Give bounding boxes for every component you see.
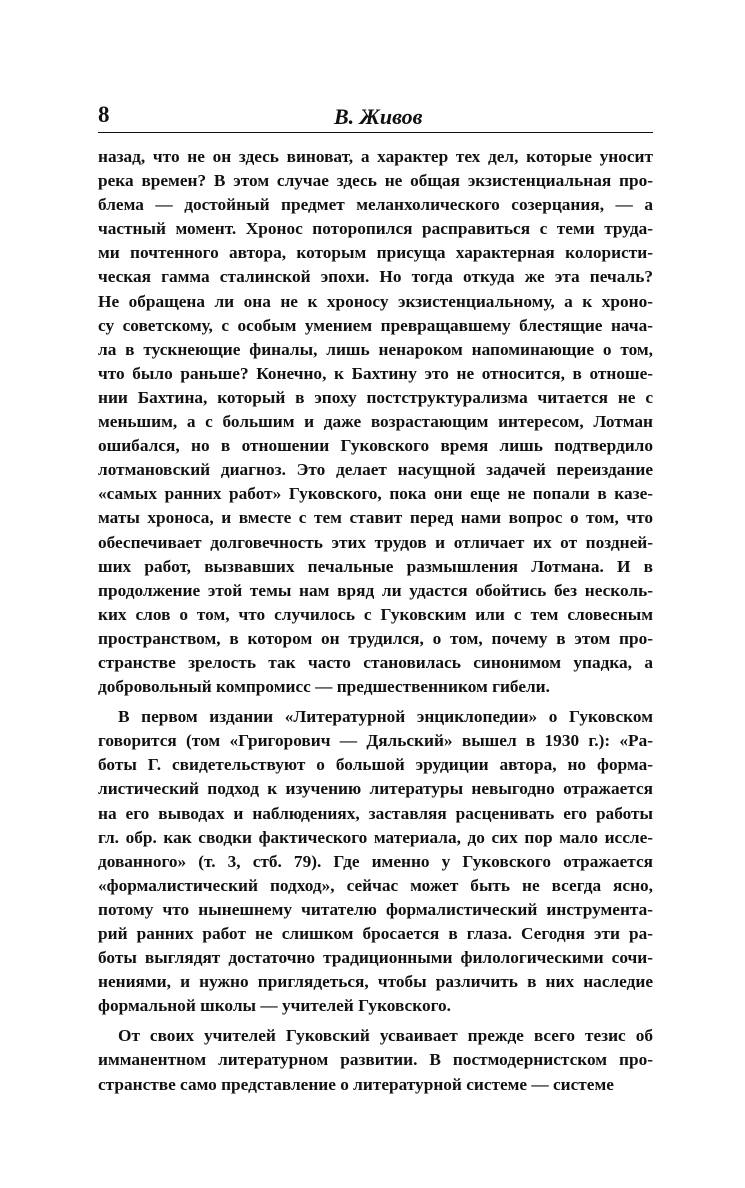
text-line: продолжение этой темы нам вряд ли удастся обойтись без несколь-: [98, 580, 653, 600]
text-line: нии Бахтина, который в эпоху постструктурализма читается не с: [98, 387, 653, 407]
text-line: гл. обр. как сводки фактического материала, до сих пор мало иссле-: [98, 827, 653, 847]
text-line: дованного» (т. 3, стб. 79). Где именно у Гуковского отражается: [98, 851, 653, 871]
text-line: на его выводах и наблюдениях, заставляя расценивать его работы: [98, 803, 653, 823]
text-line: ла в тускнеющие финалы, лишь ненароком напоминающие о том,: [98, 339, 653, 359]
text-line: странстве зрелость так часто становилась синонимом упадка, а: [98, 652, 653, 672]
text-line: «самых ранних работ» Гуковского, пока они еще не попали в казе-: [98, 484, 653, 504]
text-line: От своих учителей Гуковский усваивает прежде всего тезис об: [118, 1026, 653, 1046]
text-line: меньшим, а с большим и даже возрастающим интересом, Лотман: [98, 412, 653, 432]
text-line: река времен? В этом случае здесь не общая экзистенциальная про-: [98, 171, 653, 191]
text-line: говорится (том «Григорович — Дяльский» вышел в 1930 г.): «Ра-: [98, 731, 653, 751]
text-line: боты Г. свидетельствуют о большой эрудиции автора, но форма-: [98, 755, 653, 775]
paragraph: [98, 705, 653, 1018]
text-line: рий ранних работ не слишком бросается в глаза. Сегодня эти ра-: [98, 924, 653, 943]
text-line: добровольный компромисс — предшественником гибели.: [98, 677, 550, 697]
text-line: частный момент. Хронос поторопился расправиться с теми труда-: [98, 219, 653, 239]
text-line: странстве само представление о литературной системе — системе: [98, 1074, 614, 1094]
text-line: маты хроноса, и вместе с тем ставит перед нами вопрос о том, что: [98, 508, 653, 528]
text-line: ких слов о том, что случилось с Гуковским или с тем словесным: [98, 604, 653, 624]
text-line: пространством, в котором он трудился, о том, почему в этом про-: [98, 628, 653, 648]
text-line: ческая гамма сталинской эпохи. Но тогда откуда же эта печаль?: [98, 267, 653, 287]
text-line: ми почтенного автора, которым присуща характерная колористи-: [98, 243, 653, 263]
page-header: [98, 96, 653, 133]
text-line: ших работ, вызвавших печальные размышления Лотмана. И в: [98, 556, 653, 576]
body-text: [98, 145, 653, 1097]
text-line: листический подход к изучению литературы невыгодно отражается: [98, 779, 653, 799]
page-number: 8: [98, 102, 110, 127]
paragraph: [98, 1024, 653, 1096]
text-line: ошибался, но в отношении Гуковского время лишь подтвердило: [98, 436, 653, 456]
text-line: боты выглядят достаточно традиционными филологическими сочи-: [98, 948, 653, 968]
text-line: блема — достойный предмет меланхолического созерцания, — а: [98, 195, 653, 215]
text-line: что было раньше? Конечно, к Бахтину это не относится, в отноше-: [98, 363, 653, 383]
text-line: нениями, и нужно приглядеться, чтобы различить в них наследие: [98, 972, 653, 992]
text-line: В первом издании «Литературной энциклопедии» о Гуковском: [118, 707, 653, 727]
text-line: «формалистический подход», сейчас может быть не всегда ясно,: [98, 875, 653, 895]
text-line: лотмановский диагноз. Это делает насущной задачей переиздание: [98, 460, 653, 480]
text-line: су советскому, с особым умением превращавшему блестящие нача-: [98, 315, 653, 335]
text-line: обеспечивает долговечность этих трудов и отличает их от поздней-: [98, 532, 653, 552]
paragraph: [98, 145, 653, 699]
text-line: назад, что не он здесь виноват, а характер тех дел, которые уносит: [98, 147, 653, 166]
text-line: потому что нынешнему читателю формалистический инструмента-: [98, 899, 653, 919]
running-head: В. Живов: [334, 104, 423, 129]
text-line: Не обращена ли она не к хроносу экзистенциальному, а к хроно-: [98, 291, 653, 311]
text-line: имманентном литературном развитии. В постмодернистском про-: [98, 1050, 653, 1070]
text-line: формальной школы — учителей Гуковского.: [98, 996, 451, 1016]
